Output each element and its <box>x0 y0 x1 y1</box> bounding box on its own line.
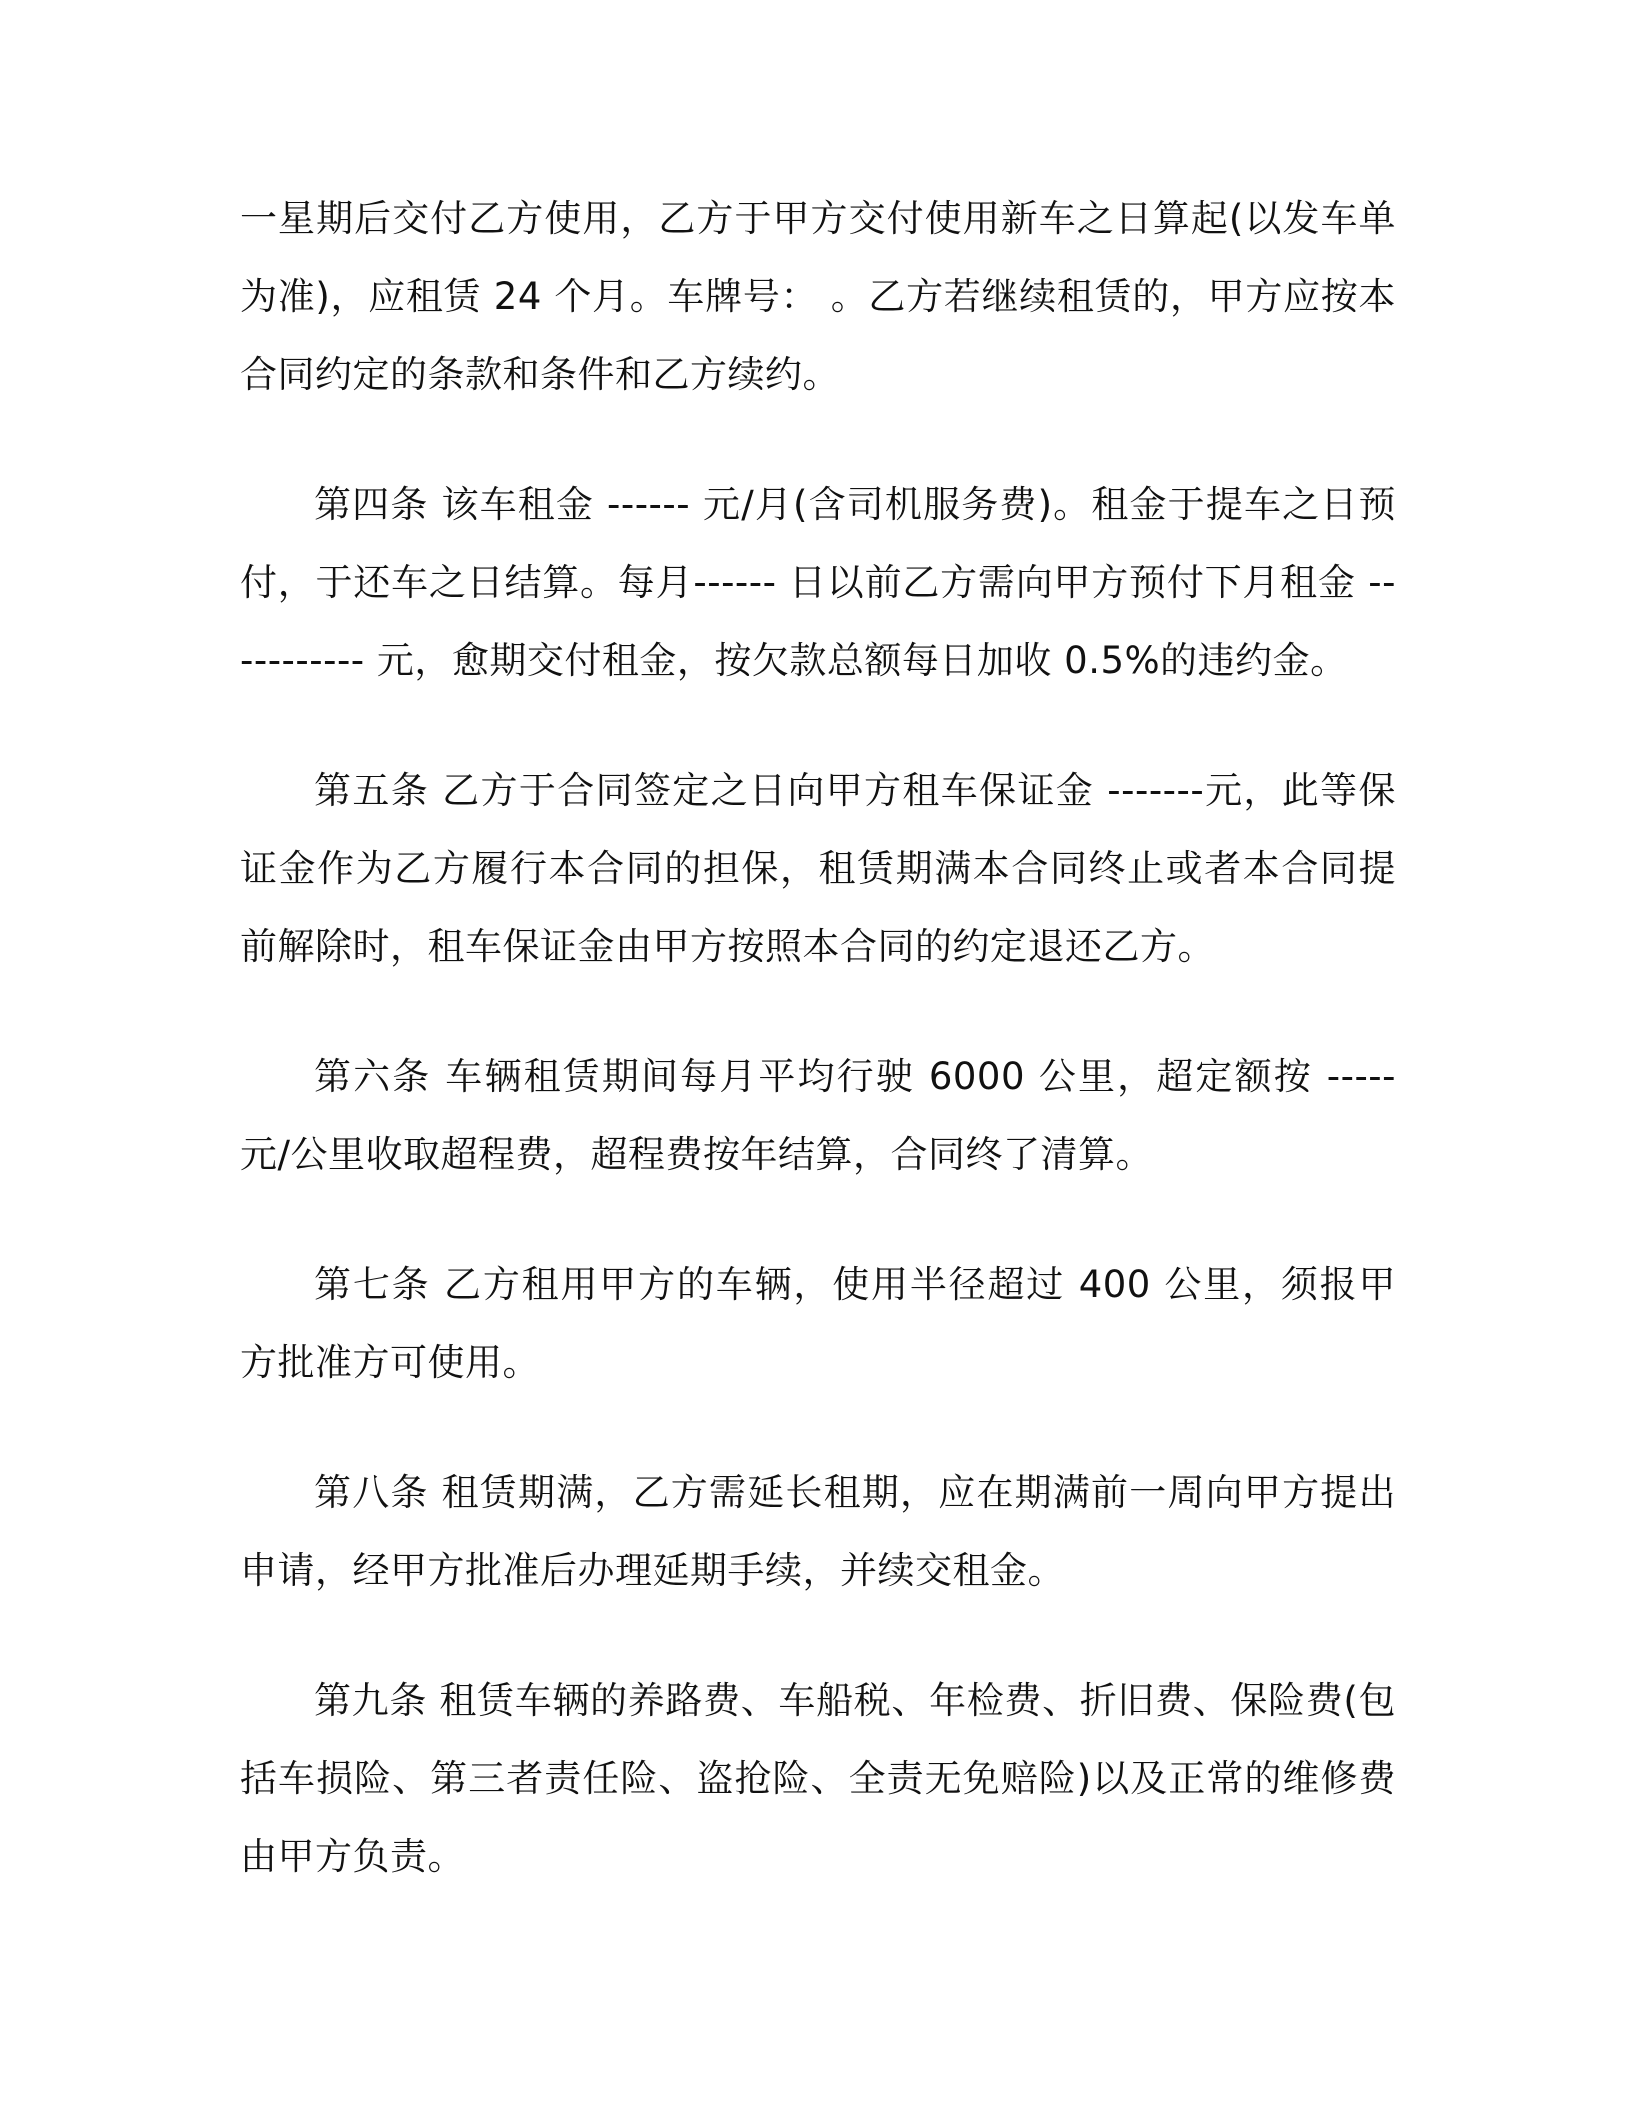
paragraph-continuation: 一星期后交付乙方使用，乙方于甲方交付使用新车之日算起(以发车单为准)，应租赁 24 个月。车牌号： 。乙方若继续租赁的，甲方应按本合同约定的条款和条件和乙方续约。 <box>240 197 1396 396</box>
document-body <box>240 180 1396 1948</box>
paragraph-article-6: 第六条 车辆租赁期间每月平均行驶 6000 公里，超定额按 ----- 元/公里收取超程费，超程费按年结算，合同终了清算。 <box>240 1055 1396 1176</box>
paragraph-article-9: 第九条 租赁车辆的养路费、车船税、年检费、折旧费、保险费(包括车损险、第三者责任险、盗抢险、全责无免赔险)以及正常的维修费由甲方负责。 <box>240 1679 1396 1878</box>
paragraph-article-5: 第五条 乙方于合同签定之日向甲方租车保证金 -------元，此等保证金作为乙方履行本合同的担保，租赁期满本合同终止或者本合同提前解除时，租车保证金由甲方按照本合同的约定退还乙方。 <box>240 769 1396 968</box>
paragraph-article-8: 第八条 租赁期满，乙方需延长租期，应在期满前一周向甲方提出申请，经甲方批准后办理延期手续，并续交租金。 <box>240 1471 1396 1592</box>
paragraph-article-4: 第四条 该车租金 ------ 元/月(含司机服务费)。租金于提车之日预付，于还车之日结算。每月------ 日以前乙方需向甲方预付下月租金 ----------- 元，愈期交付租金，按欠款总额每日加收 0.5%的违约金。 <box>240 483 1396 682</box>
paragraph-article-7: 第七条 乙方租用甲方的车辆，使用半径超过 400 公里，须报甲方批准方可使用。 <box>240 1263 1396 1384</box>
